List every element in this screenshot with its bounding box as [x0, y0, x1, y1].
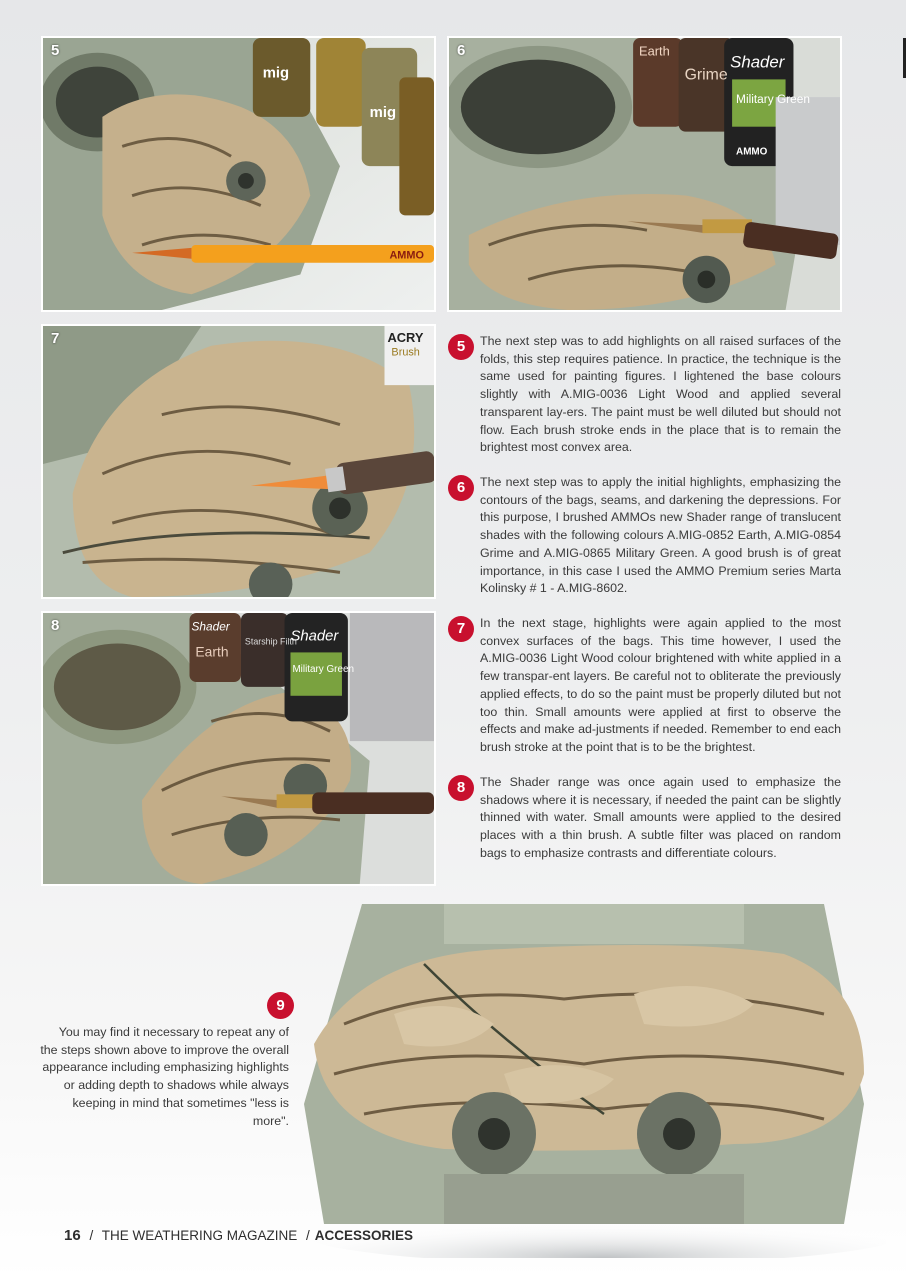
paint-label: Earth [195, 643, 229, 660]
step-text: The next step was to apply the initial highlights, emphasizing the contours of the bags, seams, and darkening the depressions. For this purpose, I brushed AMMOs new Shader range of translucent shades with the following colours A.MIG-0852 Earth, A.MIG-0854 Grime and A.MIG-0865 Military Green. A good brush is of great importance, in this case I used the AMMO Premium series Marta Kolinsky # 1 - A.MIG-8602. [480, 475, 841, 596]
step-badge: 6 [448, 475, 474, 501]
paint-label: Grime [684, 66, 728, 84]
step-5 [448, 333, 841, 457]
paint-label: ACRY [387, 329, 424, 345]
paint-label: Starship Filth [244, 636, 297, 647]
step-7 [448, 615, 841, 757]
step-badge: 5 [448, 334, 474, 360]
paint-label: Military Green [736, 92, 810, 107]
section-title: ACCESSORIES [314, 1228, 414, 1243]
page-number: 16 [64, 1227, 81, 1244]
paint-label: Military Green [292, 664, 354, 676]
paint-label: Shader [290, 628, 339, 645]
photo-step-6 [447, 36, 842, 312]
magazine-title: THE WEATHERING MAGAZINE [101, 1228, 298, 1243]
step-text: The next step was to add highlights on all raised surfaces of the folds, this step requires patience. In practice, the technique is the same used for painting figures. I lightened the base colours slightly with A.MIG-0036 Light Wood and applied several transparent lay-ers. The paint must be well diluted but should not flow. Each brush stroke ends in the place that is to remain the brightest most convex area. [480, 334, 841, 455]
step-6 [448, 474, 841, 598]
paint-label: mig [369, 104, 397, 121]
step-text: In the next stage, highlights were again applied to the most convex surfaces of the bags. This time however, I used the A.MIG-0036 Light Wood colour brightened with white applied in a few transpar-ent layers. Be careful not to obliterate the previously applied effects, to do so the paint must be properly diluted but not too thin. Small amounts were applied at first to observe the effects and make ad-justments if needed. Remember to end each brush stroke at the point that is to be the brightest. [480, 616, 841, 754]
highlight-painting-image [43, 326, 434, 597]
shader-painting-image [449, 38, 840, 310]
paint-label: AMMO [736, 146, 768, 158]
step-badge: 8 [448, 775, 474, 801]
paint-label: Earth [639, 43, 670, 59]
paint-label: Brush [391, 346, 420, 359]
paint-label: mig [262, 65, 290, 82]
step-9-text: You may find it necessary to repeat any of the steps shown above to improve the overall appearance including emphasizing highlights or adding depth to shadows while always keeping in mind that sometimes "less is more". [40, 1025, 289, 1128]
step-8 [448, 774, 841, 863]
paint-label: Shader [730, 52, 785, 72]
photo-number: 5 [51, 42, 60, 59]
brush-label: AMMO [389, 249, 424, 262]
photo-number: 8 [51, 617, 60, 634]
footer-separator: / [306, 1228, 310, 1243]
photo-step-7 [41, 324, 436, 599]
photo-step-5 [41, 36, 436, 312]
finished-sandbags-image [304, 904, 886, 1258]
step-badge: 7 [448, 616, 474, 642]
sandbag-painting-image [43, 38, 434, 310]
photo-number: 6 [457, 42, 466, 59]
step-badge: 9 [267, 992, 294, 1019]
page-footer [64, 1227, 413, 1244]
final-model-photo [304, 904, 886, 1258]
photo-step-8 [41, 611, 436, 886]
photo-number: 7 [51, 330, 60, 347]
footer-separator: / [89, 1228, 94, 1243]
shadow-painting-image [43, 613, 434, 884]
paint-label: Shader [191, 619, 230, 634]
step-text: The Shader range was once again used to emphasize the shadows where it is necessary, if needed the paint can be slightly thinned with water. Small amounts were applied to the desired places with a thin brush. A subtle filter was placed on random bags to emphasize contrasts and differentiate colours. [480, 775, 841, 860]
